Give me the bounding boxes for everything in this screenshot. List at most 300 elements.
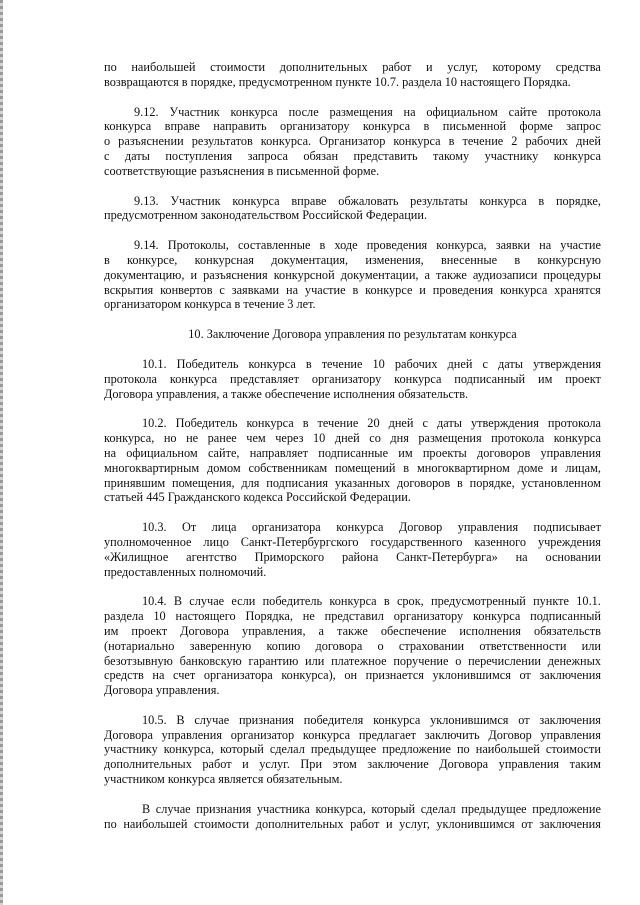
- word: средств: [104, 668, 144, 683]
- word: или: [305, 653, 325, 668]
- text-line: статьей 445 Гражданского кодекса Российской Федерации.: [104, 490, 411, 505]
- word: конкурса: [393, 134, 441, 149]
- word: установленном: [521, 475, 601, 490]
- word: рабочих: [525, 134, 569, 149]
- word: 10.3.: [142, 520, 167, 535]
- text-line: [104, 742, 601, 757]
- word: 10.2.: [142, 416, 167, 431]
- word: он: [344, 668, 358, 683]
- word: утверждения: [533, 356, 601, 371]
- word: конкурса,: [163, 742, 215, 757]
- word: работ: [350, 816, 380, 831]
- word: указанных: [334, 475, 391, 490]
- word: участника: [256, 801, 310, 816]
- word: который: [220, 742, 264, 757]
- text-line: [104, 609, 601, 624]
- word: доме: [517, 460, 544, 475]
- word: течение: [462, 134, 504, 149]
- word: услуг.: [259, 757, 290, 772]
- word: управления,: [242, 623, 306, 638]
- word: после: [288, 104, 319, 119]
- word: В: [176, 712, 185, 727]
- word: конкурсе: [365, 282, 413, 297]
- word: заключение: [367, 757, 429, 772]
- word: течение: [321, 356, 363, 371]
- word: государственного: [370, 534, 463, 549]
- word: для: [241, 475, 260, 490]
- section-heading: 10. Заключение Договора управления по результатам конкурса: [188, 327, 517, 342]
- word: с: [104, 148, 110, 163]
- word: на: [152, 668, 165, 683]
- text-line: Договора управления, а также обеспечение исполнения обязательств.: [104, 386, 469, 401]
- word: проведения: [432, 282, 494, 297]
- word: собственникам: [248, 460, 328, 475]
- word: и: [242, 757, 249, 772]
- word: направляет: [249, 445, 309, 460]
- word: участие: [560, 238, 601, 253]
- word: конкурса),: [281, 668, 336, 683]
- word: также: [337, 623, 368, 638]
- word: организатора: [251, 520, 321, 535]
- word: уклонившимся: [432, 668, 511, 683]
- word: участнику: [484, 148, 539, 163]
- paragraph-9-14: [104, 238, 601, 312]
- word: подписывает: [533, 520, 601, 535]
- word: не: [302, 609, 315, 624]
- word: от: [518, 712, 530, 727]
- text-line: организатором конкурса в течение 3 лет.: [104, 297, 316, 312]
- word: уполномоченное: [104, 534, 192, 549]
- word: если: [231, 594, 256, 609]
- word: с: [219, 282, 225, 297]
- word: рабочих: [394, 356, 438, 371]
- text-line: [104, 757, 601, 772]
- word: Участник: [170, 193, 221, 208]
- word: дней: [447, 356, 473, 371]
- word: проект: [131, 623, 168, 638]
- word: наибольшей: [131, 60, 196, 74]
- word: конкурса.: [260, 134, 312, 149]
- word: конкурсе,: [127, 252, 178, 267]
- word: и: [550, 460, 558, 475]
- word: срок,: [396, 594, 424, 609]
- text-line: [104, 713, 601, 728]
- word: От: [182, 520, 197, 535]
- word: протокола: [104, 371, 158, 386]
- word: конвертов: [160, 282, 213, 297]
- word: процедуры: [543, 267, 601, 282]
- word: в: [448, 134, 455, 149]
- word: заключения: [539, 712, 601, 727]
- word: обжаловать: [338, 193, 399, 208]
- word: с: [482, 356, 488, 371]
- word: победитель: [262, 594, 323, 609]
- word: предыдущее: [310, 742, 377, 757]
- word: в: [538, 193, 545, 208]
- word: договоров: [477, 445, 531, 460]
- word: обеспечение: [380, 623, 447, 638]
- word: запрос: [566, 119, 601, 134]
- word: учреждения: [537, 534, 601, 549]
- word: документация,: [271, 252, 349, 267]
- word: даты: [124, 148, 150, 163]
- word: даты: [497, 356, 524, 371]
- word: утверждения: [471, 416, 539, 431]
- word: основании: [545, 549, 601, 564]
- word: вправе: [291, 193, 327, 208]
- word: результаты: [410, 193, 468, 208]
- scan-edge-strip: [0, 0, 3, 905]
- word: представляет: [229, 371, 299, 386]
- word: пункте: [533, 594, 570, 609]
- paragraph-10-3: [104, 520, 601, 579]
- word: разъяснении: [118, 134, 184, 149]
- word: официальном: [126, 445, 198, 460]
- word: исполнения: [459, 623, 521, 638]
- text-line: [104, 60, 601, 75]
- word: договоров: [396, 475, 451, 490]
- word: в: [514, 252, 521, 267]
- word: заключения: [539, 816, 601, 831]
- word: платежное: [331, 653, 387, 668]
- paragraph-last: [104, 802, 601, 832]
- text-line: [104, 283, 601, 298]
- word: случае: [189, 594, 225, 609]
- word: им: [398, 445, 413, 460]
- word: подписанный: [530, 609, 601, 624]
- word: который: [371, 801, 416, 816]
- word: со: [369, 431, 381, 446]
- word: протокола: [491, 431, 545, 446]
- word: уклонившимся: [436, 816, 515, 831]
- word: на: [286, 282, 299, 297]
- text-line: возвращаются в порядке, предусмотренном пункте 10.7. раздела 10 настоящего Порядка.: [104, 74, 571, 89]
- word: «Жилищное: [104, 549, 169, 564]
- word: 10: [372, 356, 385, 371]
- word: работ: [202, 757, 232, 772]
- text-line: [104, 520, 601, 535]
- word: конкурса: [362, 119, 411, 134]
- word: казенного: [474, 534, 527, 549]
- paragraph: [104, 60, 601, 90]
- text-line: предоставленных полномочий.: [104, 564, 267, 579]
- word: им: [104, 623, 119, 638]
- word: В: [142, 801, 151, 816]
- word: сайте: [508, 104, 538, 119]
- word: конкурса: [232, 193, 280, 208]
- word: управления: [498, 757, 560, 772]
- text-line: [104, 357, 601, 372]
- text-line: [104, 639, 601, 654]
- word: управления: [540, 445, 601, 460]
- paragraph-10-5: [104, 713, 601, 787]
- word: письменной: [442, 119, 507, 134]
- word: помещений: [335, 460, 396, 475]
- word: в: [352, 282, 359, 297]
- word: конкурса: [104, 119, 152, 134]
- text-line: [104, 802, 601, 817]
- word: гарантию: [248, 653, 299, 668]
- word: конкурса: [248, 356, 296, 371]
- word: 9.12.: [134, 104, 159, 119]
- document-page: [104, 60, 601, 831]
- word: изменения,: [365, 252, 424, 267]
- text-line: участником конкурса является обязательным.: [104, 772, 343, 787]
- word: лица: [211, 520, 237, 535]
- word: раздела: [104, 609, 144, 624]
- paragraph-9-12: [104, 105, 601, 179]
- word: не: [186, 431, 199, 446]
- word: аудиозаписи: [472, 267, 538, 282]
- word: управления: [540, 727, 601, 742]
- word: по: [104, 60, 117, 74]
- word: предыдущее: [461, 801, 527, 816]
- text-line: [104, 105, 601, 120]
- word: представить: [353, 148, 418, 163]
- word: конкурсную: [537, 252, 601, 267]
- word: случае: [155, 801, 191, 816]
- word: конкурса,: [315, 801, 366, 816]
- word: документацию,: [104, 267, 185, 282]
- word: подписанный: [454, 371, 526, 386]
- word: Договора: [104, 727, 153, 742]
- word: и: [419, 282, 426, 297]
- word: конкурса: [553, 431, 601, 446]
- word: 10.1.: [576, 594, 601, 609]
- word: дополнительных: [279, 60, 368, 74]
- word: перечислении: [468, 653, 541, 668]
- text-line: [104, 476, 601, 491]
- word: средства: [555, 60, 601, 74]
- word: в: [305, 356, 312, 371]
- word: предлагает: [358, 727, 417, 742]
- word: от: [519, 668, 531, 683]
- word: заключить: [424, 727, 480, 742]
- text-line: [104, 431, 601, 446]
- paragraph-10-4: [104, 594, 601, 698]
- word: вскрытия: [104, 282, 154, 297]
- word: организатору: [393, 609, 464, 624]
- word: подписания: [266, 475, 328, 490]
- word: или: [581, 638, 601, 653]
- word: конкурса: [473, 609, 521, 624]
- word: дополнительных: [255, 816, 344, 831]
- word: признания: [238, 712, 294, 727]
- word: Договор: [398, 520, 443, 535]
- word: настоящего: [175, 609, 236, 624]
- word: заявки: [495, 238, 531, 253]
- text-line: [104, 535, 601, 550]
- word: этом: [332, 757, 357, 772]
- word: сделал: [269, 742, 305, 757]
- word: 2: [511, 134, 518, 149]
- word: на: [515, 549, 528, 564]
- word: конкурса: [230, 104, 278, 119]
- word: Порядка,: [245, 609, 293, 624]
- word: направить: [213, 119, 267, 134]
- word: в: [319, 238, 326, 253]
- word: 10.5.: [142, 712, 167, 727]
- word: конкурса: [479, 193, 527, 208]
- word: также: [436, 267, 467, 282]
- word: счет: [173, 668, 196, 683]
- word: течение: [317, 416, 359, 431]
- word: ранее: [207, 431, 237, 446]
- word: случае: [194, 712, 230, 727]
- word: но: [163, 431, 177, 446]
- text-line: [104, 134, 601, 149]
- word: конкурса: [500, 282, 548, 297]
- word: дня: [390, 431, 409, 446]
- word: дополнительных: [104, 757, 192, 772]
- word: по: [104, 816, 117, 831]
- word: проекты: [422, 445, 467, 460]
- word: победителя: [303, 712, 364, 727]
- word: таким: [569, 757, 601, 772]
- word: конкурсная: [194, 252, 254, 267]
- word: признания: [196, 801, 252, 816]
- text-line: [104, 594, 601, 609]
- word: Победитель: [175, 416, 238, 431]
- text-line: [104, 238, 601, 253]
- word: форме: [519, 119, 553, 134]
- text-line: [104, 416, 601, 431]
- word: предусмотренный: [431, 594, 526, 609]
- word: им: [538, 371, 553, 386]
- word: по: [456, 742, 470, 757]
- word: дней: [388, 416, 414, 431]
- text-line: Договора управления.: [104, 683, 220, 698]
- word: конкурса: [336, 520, 384, 535]
- word: Приморского: [254, 549, 325, 564]
- word: копию: [266, 638, 301, 653]
- word: проведения: [366, 238, 428, 253]
- word: конкурса,: [436, 238, 487, 253]
- word: конкурса: [329, 594, 377, 609]
- word: через: [275, 431, 304, 446]
- word: 9.14.: [134, 238, 159, 253]
- word: разъяснения: [203, 267, 268, 282]
- word: хранятся: [554, 282, 601, 297]
- word: на: [539, 238, 552, 253]
- word: на: [403, 104, 416, 119]
- word: чем: [246, 431, 266, 446]
- word: многоквартирном: [416, 460, 510, 475]
- word: страховании: [398, 638, 465, 653]
- word: Победитель: [176, 356, 239, 371]
- word: и: [190, 267, 198, 282]
- word: а: [424, 267, 430, 282]
- word: сделал: [420, 801, 456, 816]
- word: которому: [492, 60, 542, 74]
- word: услуг,: [447, 60, 478, 74]
- word: проект: [565, 371, 601, 386]
- word: организатору: [280, 119, 350, 134]
- word: конкурса: [246, 416, 294, 431]
- word: участнику: [104, 742, 158, 757]
- word: домом: [207, 460, 241, 475]
- word: стоимости: [545, 742, 601, 757]
- word: конкурса: [394, 371, 442, 386]
- word: наибольшей: [475, 742, 540, 757]
- word: 10.4.: [142, 594, 167, 609]
- word: Протоколы,: [167, 238, 229, 253]
- word: обязательств: [533, 623, 601, 638]
- word: 20: [367, 416, 380, 431]
- word: запроса: [247, 148, 288, 163]
- word: агентство: [186, 549, 237, 564]
- word: 9.13.: [134, 193, 159, 208]
- word: подписанные: [318, 445, 389, 460]
- word: Договор: [488, 727, 532, 742]
- word: конкурса: [302, 727, 351, 742]
- word: протокола: [547, 104, 601, 119]
- word: в: [457, 475, 463, 490]
- word: наибольшей: [123, 816, 188, 831]
- word: предложение: [532, 801, 601, 816]
- word: на: [104, 445, 117, 460]
- word: ходе: [334, 238, 358, 253]
- text-line: [104, 624, 601, 639]
- word: в: [104, 252, 110, 267]
- text-line: [104, 668, 601, 683]
- word: и: [385, 816, 393, 831]
- word: размещения: [329, 104, 393, 119]
- word: поручение: [393, 653, 449, 668]
- word: о: [455, 653, 462, 668]
- word: банковскую: [179, 653, 242, 668]
- word: заверенную: [189, 638, 252, 653]
- word: конкурса: [373, 712, 421, 727]
- word: ответственности: [479, 638, 567, 653]
- word: участие: [304, 282, 346, 297]
- word: заявками: [231, 282, 280, 297]
- word: в: [383, 594, 390, 609]
- word: Участник: [169, 104, 220, 119]
- word: даты: [436, 416, 462, 431]
- word: безотзывную: [104, 653, 173, 668]
- word: от: [521, 816, 533, 831]
- word: официальном: [426, 104, 498, 119]
- paragraph-9-13: [104, 194, 601, 224]
- word: услуг,: [399, 816, 430, 831]
- word: и: [426, 60, 433, 74]
- word: организатор: [230, 727, 295, 742]
- text-line: [104, 268, 601, 283]
- word: вправе: [164, 119, 200, 134]
- word: порядке,: [469, 475, 515, 490]
- word: с: [422, 416, 428, 431]
- word: результатов: [191, 134, 253, 149]
- word: в: [302, 416, 309, 431]
- word: договора: [315, 638, 363, 653]
- text-line: соответствующие разъяснения в письменной форме.: [104, 163, 380, 178]
- word: управления: [161, 727, 223, 742]
- text-line: [104, 446, 601, 461]
- text-line: [104, 119, 601, 134]
- word: 10.1.: [142, 356, 167, 371]
- word: принявшим: [104, 475, 166, 490]
- text-line: [104, 253, 601, 268]
- word: Организатор: [319, 134, 386, 149]
- text-line: [104, 194, 601, 209]
- text-line: [104, 149, 601, 164]
- text-line: [104, 550, 601, 565]
- word: конкурса,: [104, 431, 155, 446]
- word: района: [341, 549, 379, 564]
- word: организатора: [203, 668, 273, 683]
- text-line: [104, 372, 601, 387]
